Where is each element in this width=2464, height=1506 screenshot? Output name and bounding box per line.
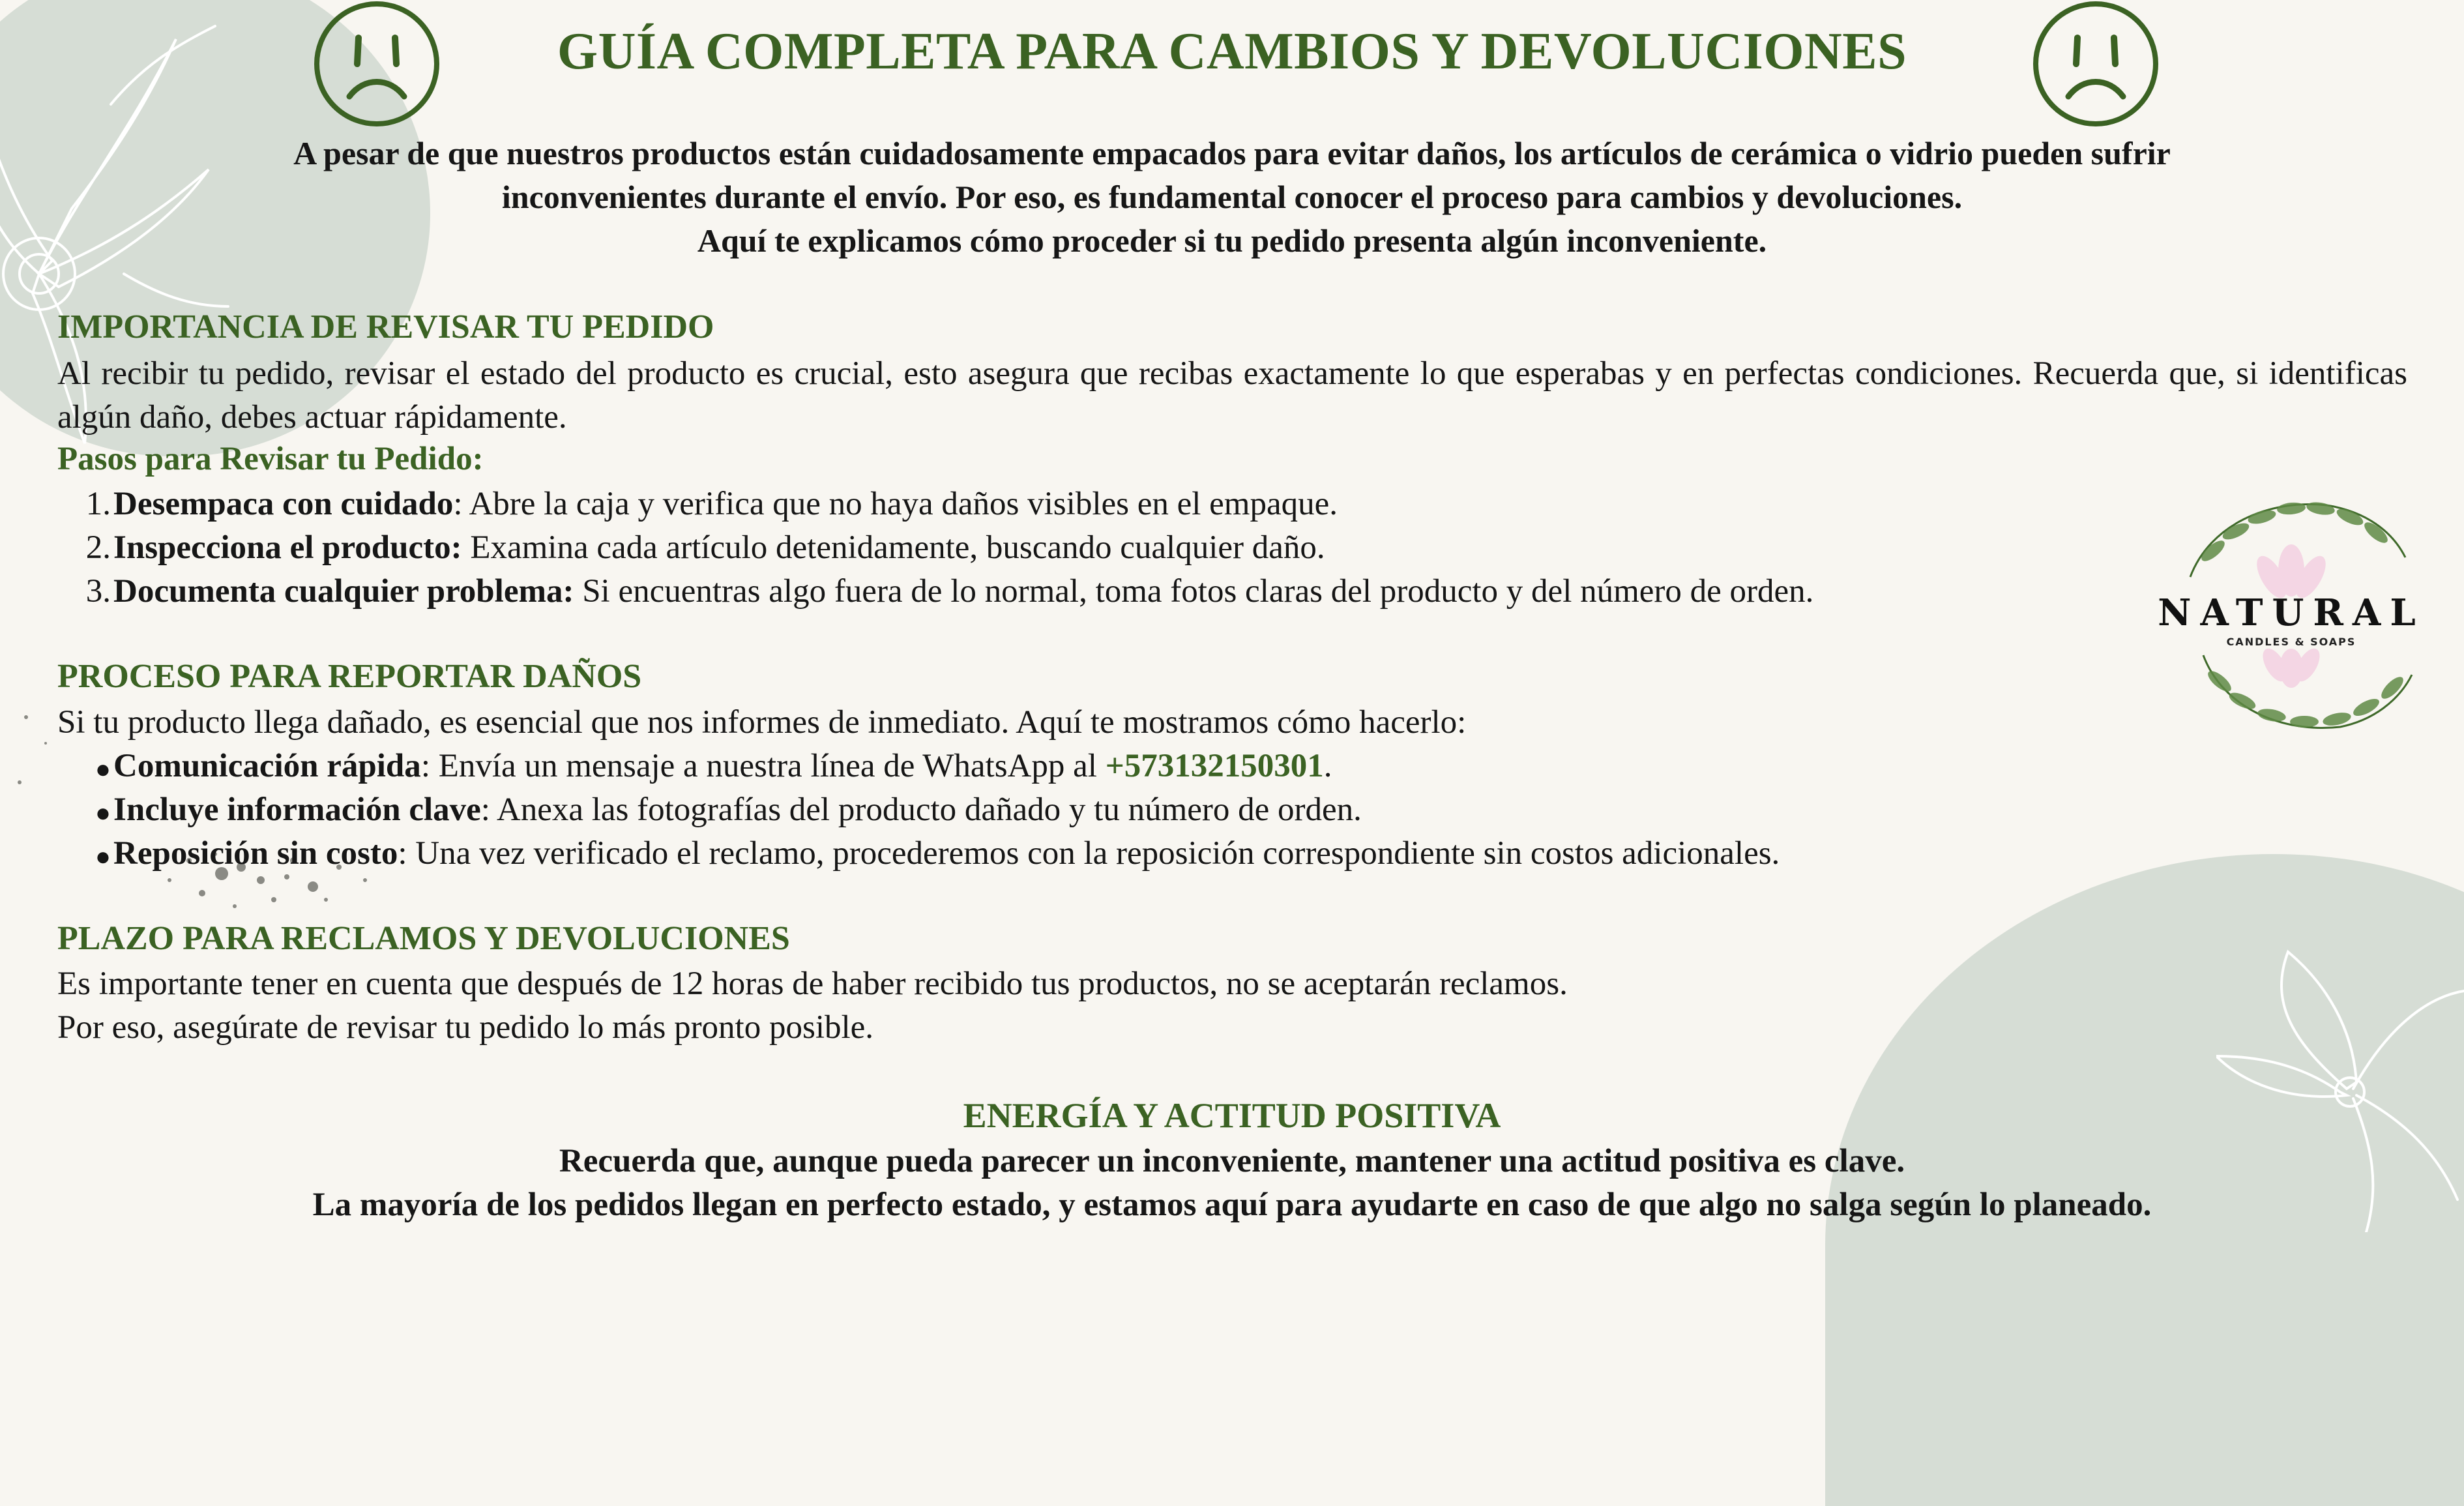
intro-line: inconvenientes durante el envío. Por eso, es fundamental conocer el proceso para cambios y devoluciones. [501,179,1963,215]
list-item [57,482,1338,526]
section-heading-importancia: IMPORTANCIA DE REVISAR TU PEDIDO [57,308,714,346]
intro-text [78,132,2386,263]
list-item-bold: Incluye información clave [113,791,481,828]
whatsapp-phone-link[interactable]: +573132150301 [1105,748,1324,784]
list-item [57,788,1362,834]
list-item-bold: Documenta cualquier problema: [113,573,574,610]
section-heading-plazo: PLAZO PARA RECLAMOS Y DEVOLUCIONES [57,920,790,957]
list-item-bold: Reposición sin costo [113,835,398,872]
list-item [57,832,1780,878]
closing-line: La mayoría de los pedidos llegan en perfecto estado, y estamos aquí para ayudarte en caso de que algo no salga según lo planeado. [312,1187,2152,1223]
list-item-text: : Envía un mensaje a nuestra línea de WhatsApp al [420,748,1106,784]
logo-subtitle: CANDLES & SOAPS [2226,636,2356,648]
bullet: ● [95,754,111,784]
closing-line: Recuerda que, aunque pueda parecer un inconveniente, mantener una actitud positiva es clave. [559,1143,1905,1179]
list-number: 3. [85,573,111,610]
section-heading-proceso: PROCESO PARA REPORTAR DAÑOS [57,658,642,695]
list-item-bold: Inspecciona el producto: [113,529,462,566]
section-subheading: Pasos para Revisar tu Pedido: [57,441,484,477]
brand-logo [2151,479,2431,750]
list-item-text: : Abre la caja y verifica que no haya daños visibles en el empaque. [453,486,1338,522]
section-paragraph: Al recibir tu pedido, revisar el estado del producto es crucial, esto asegura que recibas exactamente lo que esperabas y en perfectas condiciones. Recuerda que, si identificas algún daño, debes actuar rápidamente. [57,355,2407,436]
section-heading-energia: ENERGÍA Y ACTITUD POSITIVA [963,1096,1501,1135]
logo-wordmark: NATURAL [2158,591,2425,634]
section-line: Por eso, asegúrate de revisar tu pedido lo más pronto posible. [57,1009,874,1046]
section-line: Es importante tener en cuenta que después de 12 horas de haber recibido tus productos, no se aceptarán reclamos. [57,966,1568,1002]
section-paragraph: Si tu producto llega dañado, es esencial que nos informes de inmediato. Aquí te mostramos cómo hacerlo: [57,704,1467,741]
list-item-text: : Una vez verificado el reclamo, procederemos con la reposición correspondiente sin costos adicionales. [398,835,1780,872]
list-item [57,745,1332,791]
list-number: 2. [85,529,111,566]
intro-line: Aquí te explicamos cómo proceder si tu pedido presenta algún inconveniente. [697,222,1767,259]
list-item [57,570,1813,613]
intro-line: A pesar de que nuestros productos están cuidadosamente empacados para evitar daños, los artículos de cerámica o vidrio pueden sufrir [293,135,2171,171]
list-item [57,526,1325,570]
list-item-bold: Desempaca con cuidado [113,486,454,522]
list-item-text: Examina cada artículo detenidamente, buscando cualquier daño. [462,529,1325,566]
list-item-text: : Anexa las fotografías del producto dañado y tu número de orden. [480,791,1362,828]
page-title: GUÍA COMPLETA PARA CAMBIOS Y DEVOLUCIONES [557,23,1907,80]
list-item-text: Si encuentras algo fuera de lo normal, toma fotos claras del producto y del número de orden. [574,573,1814,610]
list-item-bold: Comunicación rápida [113,748,421,784]
bullet: ● [95,841,111,871]
list-number: 1. [85,486,111,522]
bullet: ● [95,797,111,827]
list-item-text: . [1323,748,1332,784]
